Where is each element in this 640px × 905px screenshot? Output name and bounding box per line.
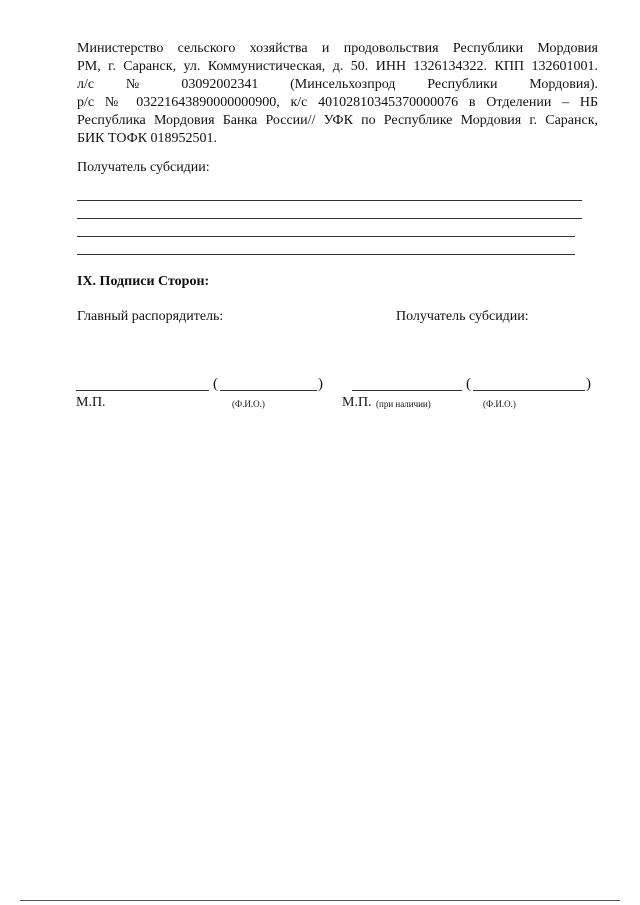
fio-open-paren: ( xyxy=(213,376,218,392)
recipient-label: Получатель субсидии: xyxy=(77,160,210,175)
bank-details-line: РМ, г. Саранск, ул. Коммунистическая, д. 50. ИНН 1326134322. КПП 132601001. xyxy=(77,59,598,74)
bank-details-line: л/с № 03092002341 (Минсельхозпрод Республики Мордовия). xyxy=(77,77,598,92)
recipient-signature-label: Получатель субсидии: xyxy=(396,309,529,324)
recipient-fill-line xyxy=(77,254,575,255)
fio-close-paren: ) xyxy=(586,376,591,392)
fio-hint-right: (Ф.И.О.) xyxy=(483,399,516,409)
main-manager-fio-line xyxy=(220,390,317,391)
bank-details-line: БИК ТОФК 018952501. xyxy=(77,131,218,146)
section-title: IX. Подписи Сторон: xyxy=(77,274,210,289)
main-manager-label: Главный распорядитель: xyxy=(77,309,224,324)
recipient-signature-line xyxy=(352,390,462,391)
recipient-fill-line xyxy=(77,218,582,219)
main-manager-signature-line xyxy=(76,390,209,391)
stamp-mark-right: М.П. xyxy=(342,395,372,410)
recipient-fio-line xyxy=(473,390,585,391)
recipient-fill-line xyxy=(77,200,582,201)
page-bottom-rule xyxy=(20,900,620,901)
recipient-fill-line xyxy=(77,236,575,237)
bank-details-line: р/с № 03221643890000000900, к/с 40102810345370000076 в Отделении – НБ xyxy=(77,95,598,110)
stamp-mark-left: М.П. xyxy=(76,395,106,410)
fio-hint-left: (Ф.И.О.) xyxy=(232,399,265,409)
fio-open-paren: ( xyxy=(466,376,471,392)
bank-details-line: Министерство сельского хозяйства и продовольствия Республики Мордовия xyxy=(77,41,598,56)
bank-details-block xyxy=(77,40,598,148)
fio-close-paren: ) xyxy=(318,376,323,392)
bank-details-line: Республика Мордовия Банка России// УФК по Республике Мордовия г. Саранск, xyxy=(77,113,598,128)
stamp-note: (при наличии) xyxy=(376,399,431,409)
